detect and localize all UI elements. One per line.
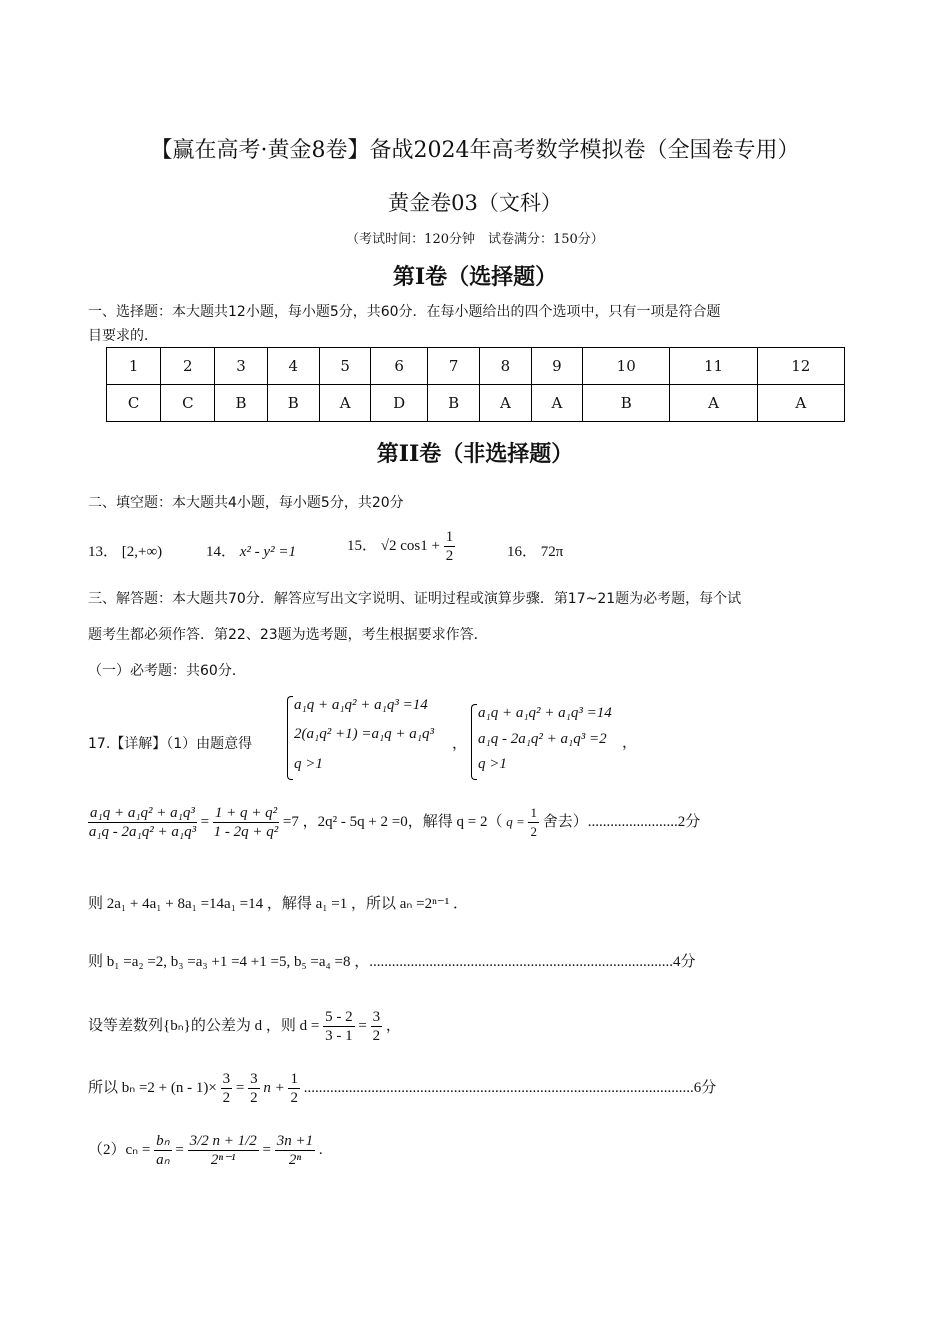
d-num: 5 - 2 xyxy=(325,1009,353,1025)
three-halves-fraction xyxy=(248,1070,260,1107)
question-number: 5 xyxy=(319,348,370,385)
q14-label: 14． xyxy=(206,544,237,560)
q15-label: 15． xyxy=(347,537,378,554)
frac-num: 3n +1 xyxy=(276,1133,314,1149)
solve-intro-line2: 题考生都必须作答．第22、23题为选考题，考生根据要求作答． xyxy=(88,627,488,643)
line5-tail: ， xyxy=(385,1017,401,1034)
q17-line7 xyxy=(88,1132,323,1169)
q16-label: 16． xyxy=(507,544,538,560)
q17-line3: 则 2a₁ + 4a₁ + 8a₁ =14a₁ =14 ，解得 a₁ =1 ，所以 aₙ =2ⁿ⁻¹ ． xyxy=(88,896,468,912)
answer-cell: A xyxy=(319,385,370,422)
q17-line4: 则 b₁ =a₂ =2, b₃ =a₃ +1 =4 +1 =5, b₅ =a₄ =8 ，.................................................................................4分 xyxy=(88,954,696,970)
q17-label: 17.【详解】（1）由题意得 xyxy=(88,736,253,752)
frac-den: aₙ xyxy=(156,1152,170,1168)
answer-table-number-row xyxy=(107,348,845,385)
sys1-eq1: a₁q + a₁q² + a₁q³ =14 xyxy=(294,697,428,713)
part2-heading: 第II卷（非选择题） xyxy=(376,441,574,467)
fill-q15 xyxy=(347,528,455,565)
q15-frac-num: 1 xyxy=(445,529,454,545)
line6-pre: 所以 bₙ =2 + (n - 1)× xyxy=(88,1079,217,1096)
half-num: 1 xyxy=(528,804,539,823)
d-value-den: 2 xyxy=(372,1028,381,1044)
answer-cell: B xyxy=(427,385,479,422)
q-fraction xyxy=(213,804,279,841)
sys-separator: ， xyxy=(452,736,468,752)
q13-answer: [2,+∞) xyxy=(121,544,163,560)
line6-tail: ........................................................................................................6分 xyxy=(303,1079,717,1096)
answer-cell: A xyxy=(480,385,531,422)
sys1-eq3: q >1 xyxy=(294,756,323,772)
part1-heading: 第I卷（选择题） xyxy=(392,264,558,290)
paper-subtitle: 黄金卷03（文科） xyxy=(388,191,562,215)
n-plus: n + xyxy=(263,1079,285,1096)
answer-cell: A xyxy=(531,385,582,422)
sys2-eq1: a₁q + a₁q² + a₁q³ =14 xyxy=(478,705,612,721)
question-number: 8 xyxy=(480,348,531,385)
fill-intro: 二、填空题：本大题共4小题，每小题5分，共20分 xyxy=(88,495,404,511)
question-number: 3 xyxy=(215,348,267,385)
question-number: 1 xyxy=(107,348,161,385)
frac-den: 2 xyxy=(222,1090,231,1106)
frac-num: 3 xyxy=(250,1071,258,1087)
half-fraction xyxy=(528,804,539,841)
d-den: 3 - 1 xyxy=(325,1028,353,1044)
equals: = xyxy=(235,1079,245,1096)
required-section: （一）必考题：共60分． xyxy=(88,663,246,679)
answer-cell: C xyxy=(161,385,215,422)
frac-num: 3 xyxy=(222,1071,231,1087)
ratio-fraction xyxy=(88,804,197,841)
answer-cell: B xyxy=(267,385,319,422)
q-frac-den: 1 - 2q + q² xyxy=(213,824,279,840)
q14-answer: x² - y² =1 xyxy=(239,544,296,560)
q-frac-num: 1 + q + q² xyxy=(214,805,278,821)
sys2-tail: ， xyxy=(622,735,638,751)
frac-num: bₙ xyxy=(156,1133,170,1149)
part1-intro-line2: 目要求的． xyxy=(88,328,158,344)
answer-table xyxy=(106,347,845,422)
system-brace xyxy=(287,696,293,780)
line5-pre: 设等差数列{bₙ}的公差为 d ，则 d = xyxy=(88,1017,320,1034)
answer-cell: A xyxy=(757,385,844,422)
fill-q13 xyxy=(88,540,162,561)
answer-cell: A xyxy=(670,385,757,422)
sys2-eq3: q >1 xyxy=(478,756,507,772)
equals: = xyxy=(175,1141,184,1158)
q16-answer: 72π xyxy=(540,544,564,560)
frac-den: 2 xyxy=(290,1090,298,1106)
paper-title: 【赢在高考·黄金8卷】备战2024年高考数学模拟卷（全国卷专用） xyxy=(150,138,800,163)
question-number: 9 xyxy=(531,348,582,385)
c-fraction xyxy=(154,1132,171,1169)
three-halves-fraction xyxy=(221,1070,233,1107)
answer-cell: B xyxy=(583,385,670,422)
q13-label: 13． xyxy=(88,544,119,560)
line7-pre: （2）cₙ = xyxy=(88,1141,151,1158)
equals: = xyxy=(200,813,210,830)
half-fraction xyxy=(288,1070,300,1107)
equals: = xyxy=(262,1141,271,1158)
part1-intro-line1: 一、选择题：本大题共12小题，每小题5分，共60分．在每小题给出的四个选项中，只有一项是符合题 xyxy=(88,304,721,320)
q15-frac-den: 2 xyxy=(445,548,454,564)
d-fraction xyxy=(323,1008,355,1045)
d-value-num: 3 xyxy=(372,1009,381,1025)
line2-tail: 舍去）........................2分 xyxy=(542,813,701,830)
line7-tail: . xyxy=(318,1141,323,1158)
question-number: 4 xyxy=(267,348,319,385)
question-number: 12 xyxy=(757,348,844,385)
q17-line6 xyxy=(88,1070,716,1107)
question-number: 11 xyxy=(670,348,757,385)
ratio-num: a₁q + a₁q² + a₁q³ xyxy=(90,805,195,821)
answer-cell: B xyxy=(215,385,267,422)
answer-cell: D xyxy=(371,385,428,422)
q17-line2 xyxy=(88,804,700,841)
ratio-den: a₁q - 2a₁q² + a₁q³ xyxy=(88,824,197,840)
fill-q14 xyxy=(206,540,296,561)
equals-seven: =7 xyxy=(282,813,299,830)
compound-fraction xyxy=(188,1132,259,1169)
frac-den: 2ⁿ xyxy=(288,1152,302,1168)
frac-den: 2ⁿ⁻¹ xyxy=(210,1152,236,1168)
question-number: 7 xyxy=(427,348,479,385)
frac-num: 1 xyxy=(290,1071,298,1087)
solve-intro-line1: 三、解答题：本大题共70分．解答应写出文字说明、证明过程或演算步骤．第17~21题为必考题，每个试 xyxy=(88,591,742,607)
result-fraction xyxy=(275,1132,315,1169)
q15-fraction xyxy=(444,528,456,565)
half-den: 2 xyxy=(530,824,537,839)
sys2-eq2: a₁q - 2a₁q² + a₁q³ =2 xyxy=(478,731,607,747)
question-number: 2 xyxy=(161,348,215,385)
q-eq: q = xyxy=(506,813,525,829)
question-number: 10 xyxy=(583,348,670,385)
answer-table-answer-row xyxy=(107,385,845,422)
system-brace xyxy=(471,704,477,780)
sys1-eq2: 2(a₁q² +1) =a₁q + a₁q³ xyxy=(294,726,434,742)
question-number: 6 xyxy=(371,348,428,385)
quadratic-text: ，2q² - 5q + 2 =0，解得 q = 2（ xyxy=(302,813,503,830)
frac-num: 3/2 n + 1/2 xyxy=(189,1133,257,1149)
q17-line5 xyxy=(88,1008,401,1045)
frac-den: 2 xyxy=(250,1090,258,1106)
q15-answer: √2 cos1 + xyxy=(380,537,440,554)
d-value-fraction xyxy=(371,1008,383,1045)
answer-cell: C xyxy=(107,385,161,422)
fill-q16 xyxy=(507,540,563,561)
equals: = xyxy=(358,1017,367,1034)
exam-note: （考试时间：120分钟 试卷满分：150分） xyxy=(346,232,604,247)
